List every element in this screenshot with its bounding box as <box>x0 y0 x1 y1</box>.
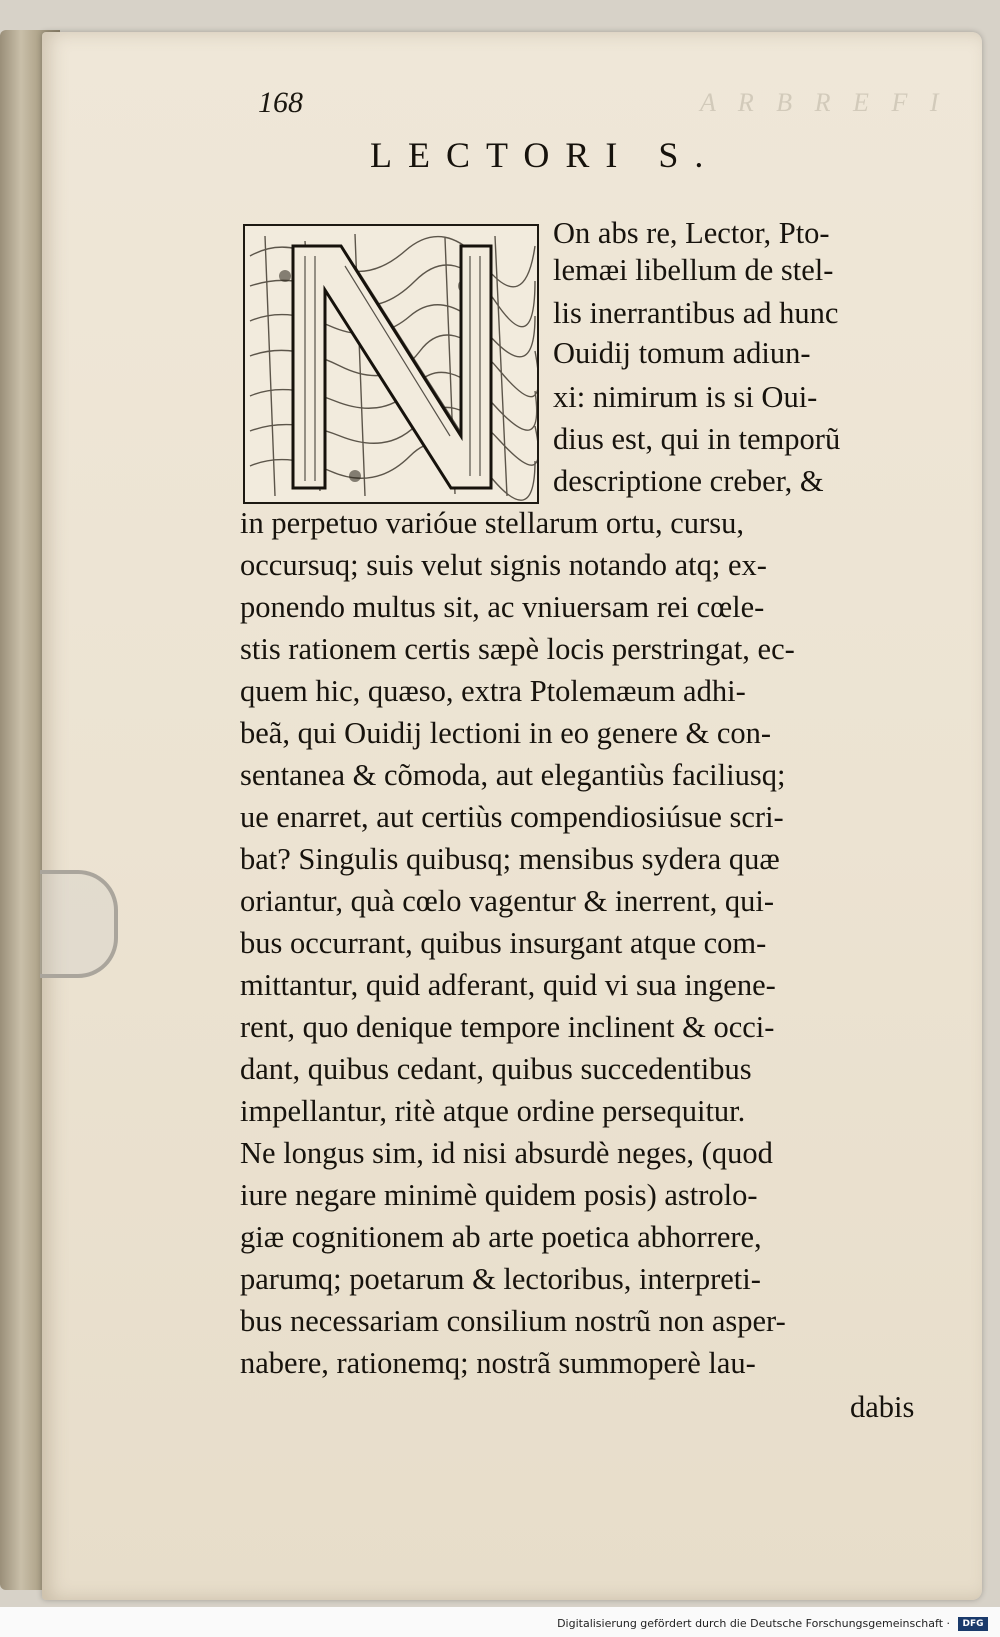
text-line: ponendo multus sit, ac vniuersam rei cœle- <box>240 590 765 624</box>
text-line: giæ cognitionem ab arte poetica abhorrere, <box>240 1220 762 1254</box>
text-line: oriantur, quà cœlo vagentur & inerrent, qui- <box>240 884 775 918</box>
text-line: On abs re, Lector, Pto- <box>553 216 830 250</box>
text-line: Ne longus sim, id nisi absurdè neges, (quod <box>240 1136 773 1170</box>
text-line: rent, quo denique tempore inclinent & occi- <box>240 1010 775 1044</box>
text-line: lis inerrantibus ad hunc <box>553 296 839 330</box>
text-line: bus necessariam consilium nostrũ non asper- <box>240 1304 786 1338</box>
text-line: dius est, qui in temporũ <box>553 422 841 456</box>
text-line: sentanea & cõmoda, aut elegantiùs faciliusq; <box>240 758 786 792</box>
text-line: in perpetuo varióue stellarum ortu, cursu, <box>240 506 744 540</box>
bleed-through-text: A R B R E F I <box>700 88 947 117</box>
text-line: occursuq; suis velut signis notando atq; ex- <box>240 548 767 582</box>
text-line: bat? Singulis quibusq; mensibus sydera quæ <box>240 842 780 876</box>
running-head: LECTORI S. <box>370 135 720 175</box>
digitization-footer <box>0 1607 1000 1637</box>
text-line: impellantur, ritè atque ordine persequitur. <box>240 1094 746 1128</box>
funding-credit: Digitalisierung gefördert durch die Deutsche Forschungsgemeinschaft · <box>557 1617 950 1630</box>
text-line: Ouidij tomum adiun- <box>553 336 811 370</box>
text-line: ue enarret, aut certiùs compendiosiúsue scri- <box>240 800 784 834</box>
text-line: beã, qui Ouidij lectioni in eo genere & con- <box>240 716 772 750</box>
text-line: iure negare minimè quidem posis) astrolo- <box>240 1178 758 1212</box>
text-line: descriptione creber, & <box>553 464 824 498</box>
catchword: dabis <box>850 1390 915 1424</box>
text-line: bus occurrant, quibus insurgant atque com- <box>240 926 767 960</box>
text-line: dant, quibus cedant, quibus succedentibus <box>240 1052 752 1086</box>
page-number: 168 <box>258 86 303 119</box>
text-line: mittantur, quid adferant, quid vi sua ingene- <box>240 968 776 1002</box>
decorated-initial <box>243 224 539 504</box>
dfg-logo: DFG <box>958 1617 988 1631</box>
text-line: parumq; poetarum & lectoribus, interpreti- <box>240 1262 761 1296</box>
text-line: lemæi libellum de stel- <box>553 253 834 287</box>
text-line: nabere, rationemq; nostrã summoperè lau- <box>240 1346 756 1380</box>
text-line: quem hic, quæso, extra Ptolemæum adhi- <box>240 674 746 708</box>
text-line: stis rationem certis sæpè locis perstringat, ec- <box>240 632 795 666</box>
page-clip <box>40 870 118 978</box>
text-line: xi: nimirum is si Oui- <box>553 380 818 414</box>
woodcut-initial-n <box>245 226 537 502</box>
